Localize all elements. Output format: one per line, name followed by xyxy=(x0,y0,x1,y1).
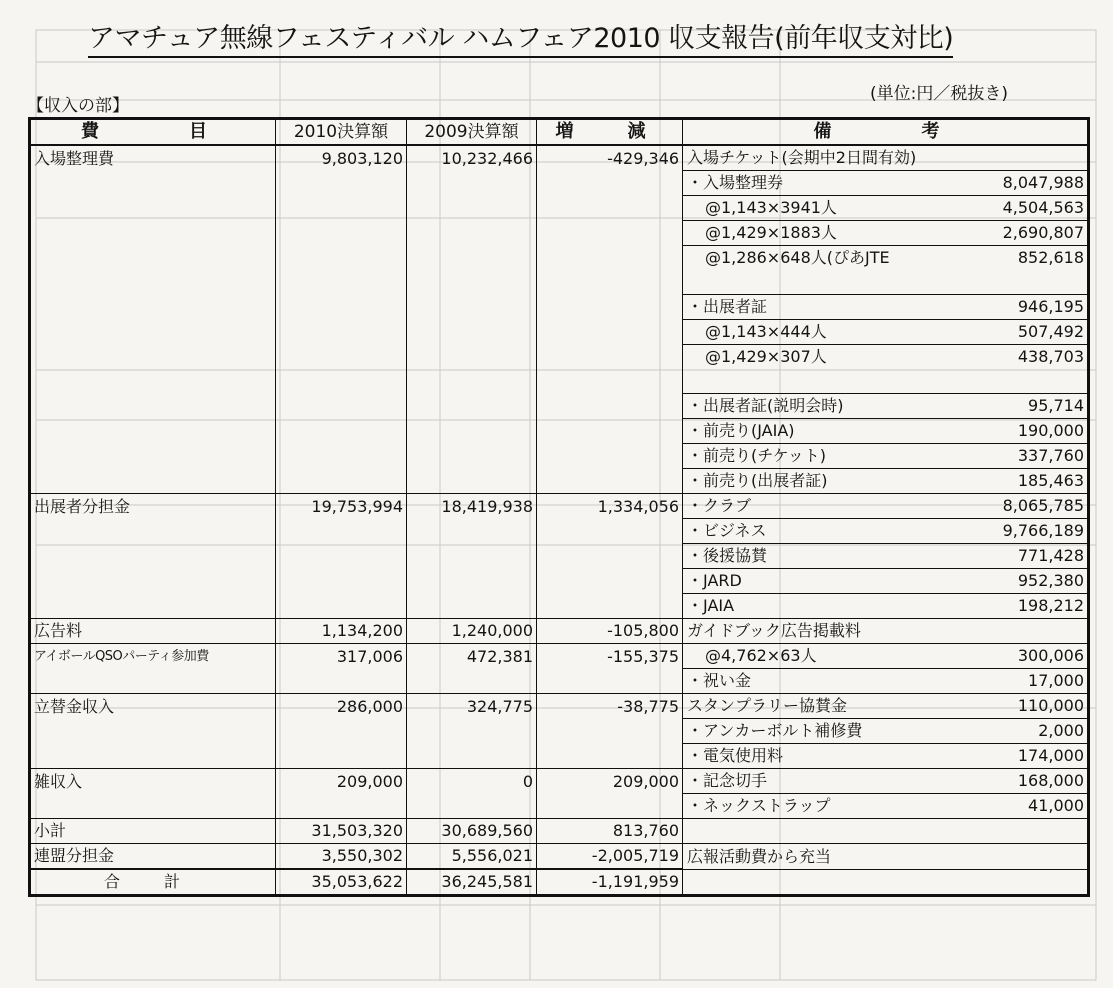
empty-cell xyxy=(407,171,537,196)
note-amount: 952,380 xyxy=(973,569,1089,594)
empty-cell xyxy=(537,196,683,221)
empty-cell xyxy=(30,221,276,246)
note-amount: 771,428 xyxy=(973,544,1089,569)
empty-cell xyxy=(537,469,683,494)
note-text: ・クラブ xyxy=(683,494,973,519)
note-text: @1,286×648人(ぴあJTE xyxy=(705,248,890,267)
table-row xyxy=(30,619,1089,644)
item-name: 小計 xyxy=(30,819,276,844)
item-name: 合 計 xyxy=(30,869,276,896)
amount-2010: 31,503,320 xyxy=(276,819,407,844)
empty-cell xyxy=(30,246,276,271)
empty-cell xyxy=(276,246,407,271)
table-row xyxy=(30,744,1089,769)
amount-diff: -155,375 xyxy=(537,644,683,669)
note-text: ・前売り(JAIA) xyxy=(683,419,973,444)
empty-cell xyxy=(276,320,407,345)
empty-cell xyxy=(407,419,537,444)
note-amount: 337,760 xyxy=(973,444,1089,469)
empty-cell xyxy=(537,295,683,320)
empty-cell xyxy=(30,394,276,419)
table-row xyxy=(30,246,1089,271)
empty-cell xyxy=(407,669,537,694)
empty-cell xyxy=(276,544,407,569)
empty-cell xyxy=(30,419,276,444)
table-row xyxy=(30,719,1089,744)
note-text: @1,143×3941人 xyxy=(683,196,973,221)
table-row xyxy=(30,869,1089,896)
empty-cell xyxy=(276,221,407,246)
note-amount: 438,703 xyxy=(973,345,1089,370)
amount-2009: 5,556,021 xyxy=(407,844,537,870)
table-row xyxy=(30,769,1089,794)
table-row xyxy=(30,694,1089,719)
empty-cell xyxy=(30,794,276,819)
empty-cell xyxy=(407,295,537,320)
table-row xyxy=(30,345,1089,370)
empty-cell xyxy=(276,719,407,744)
empty-cell xyxy=(407,719,537,744)
table-row xyxy=(30,444,1089,469)
empty-cell xyxy=(276,171,407,196)
item-name: アイボールQSOパーティ参加費 xyxy=(30,644,276,669)
amount-2010: 317,006 xyxy=(276,644,407,669)
item-name: 雑収入 xyxy=(30,769,276,794)
amount-diff: 209,000 xyxy=(537,769,683,794)
note-text xyxy=(683,270,973,295)
empty-cell xyxy=(407,544,537,569)
note-text: ・前売り(チケット) xyxy=(683,444,973,469)
note-text xyxy=(683,369,973,394)
note-text: ・電気使用料 xyxy=(683,744,973,769)
empty-cell xyxy=(30,544,276,569)
empty-cell xyxy=(30,719,276,744)
empty-cell xyxy=(407,345,537,370)
table-row xyxy=(30,295,1089,320)
empty-cell xyxy=(537,345,683,370)
table-row xyxy=(30,594,1089,619)
note-amount: 9,766,189 xyxy=(973,519,1089,544)
note-text: スタンプラリー協賛金 xyxy=(683,694,973,719)
note-amount: 95,714 xyxy=(973,394,1089,419)
amount-diff: 1,334,056 xyxy=(537,494,683,519)
amount-diff: 813,760 xyxy=(537,819,683,844)
empty-cell xyxy=(276,519,407,544)
amount-2010: 286,000 xyxy=(276,694,407,719)
amount-diff: -105,800 xyxy=(537,619,683,644)
note-amount xyxy=(973,819,1089,844)
empty-cell xyxy=(407,519,537,544)
table-row xyxy=(30,794,1089,819)
empty-cell xyxy=(30,519,276,544)
note-text: @1,429×1883人 xyxy=(683,221,973,246)
col-header-2009: 2009決算額 xyxy=(407,119,537,146)
empty-cell xyxy=(276,744,407,769)
table-row xyxy=(30,221,1089,246)
empty-cell xyxy=(276,794,407,819)
amount-2010: 9,803,120 xyxy=(276,145,407,171)
table-row xyxy=(30,644,1089,669)
empty-cell xyxy=(407,744,537,769)
amount-2009: 10,232,466 xyxy=(407,145,537,171)
amount-2009: 0 xyxy=(407,769,537,794)
note-text: ・ビジネス xyxy=(683,519,973,544)
empty-cell xyxy=(276,369,407,394)
col-header-notes: 備 考 xyxy=(683,119,1089,146)
col-header-item: 費 目 xyxy=(30,119,276,146)
table-row xyxy=(30,419,1089,444)
col-header-2010: 2010決算額 xyxy=(276,119,407,146)
empty-cell xyxy=(276,444,407,469)
table-row xyxy=(30,171,1089,196)
section-heading: 【収入の部】 xyxy=(27,96,129,116)
amount-2009: 1,240,000 xyxy=(407,619,537,644)
note-amount: 4,504,563 xyxy=(973,196,1089,221)
note-text: ・入場整理券 xyxy=(683,171,973,196)
note-amount: 198,212 xyxy=(973,594,1089,619)
item-name: 出展者分担金 xyxy=(30,494,276,519)
empty-cell xyxy=(537,544,683,569)
empty-cell xyxy=(30,669,276,694)
amount-diff: -2,005,719 xyxy=(537,844,683,870)
empty-cell xyxy=(30,320,276,345)
note-amount: 174,000 xyxy=(973,744,1089,769)
table-row xyxy=(30,469,1089,494)
note-amount: 110,000 xyxy=(973,694,1089,719)
table-row xyxy=(30,369,1089,394)
empty-cell xyxy=(537,719,683,744)
table-row xyxy=(30,819,1089,844)
note-text: ・前売り(出展者証) xyxy=(683,469,973,494)
empty-cell xyxy=(276,469,407,494)
note-text: ・ネックストラップ xyxy=(683,794,973,819)
empty-cell xyxy=(30,569,276,594)
note-amount xyxy=(973,270,1089,295)
empty-cell xyxy=(276,669,407,694)
amount-diff: -429,346 xyxy=(537,145,683,171)
empty-cell xyxy=(30,345,276,370)
amount-2009: 472,381 xyxy=(407,644,537,669)
note-amount: 8,065,785 xyxy=(973,494,1089,519)
note-text: 入場チケット(会期中2日間有効) xyxy=(683,145,973,171)
empty-cell xyxy=(407,469,537,494)
empty-cell xyxy=(276,569,407,594)
empty-cell xyxy=(537,246,683,271)
note-text: ・祝い金 xyxy=(683,669,973,694)
empty-cell xyxy=(407,320,537,345)
empty-cell xyxy=(407,794,537,819)
empty-cell xyxy=(537,419,683,444)
note-text: @1,429×307人 xyxy=(705,347,827,366)
amount-2010: 19,753,994 xyxy=(276,494,407,519)
empty-cell xyxy=(537,270,683,295)
note-amount: 41,000 xyxy=(973,794,1089,819)
col-header-diff: 増 減 xyxy=(537,119,683,146)
table-row xyxy=(30,270,1089,295)
empty-cell xyxy=(407,444,537,469)
note-text: @4,762×63人 xyxy=(683,644,973,669)
empty-cell xyxy=(537,394,683,419)
table-row xyxy=(30,494,1089,519)
empty-cell xyxy=(30,469,276,494)
empty-cell xyxy=(30,295,276,320)
empty-cell xyxy=(276,270,407,295)
amount-diff: -38,775 xyxy=(537,694,683,719)
note-text: ・JARD xyxy=(683,569,973,594)
note-text: 広報活動費から充当 xyxy=(683,844,973,870)
empty-cell xyxy=(30,270,276,295)
income-table-body xyxy=(30,119,1089,896)
empty-cell xyxy=(407,196,537,221)
table-row xyxy=(30,844,1089,870)
empty-cell xyxy=(407,221,537,246)
empty-cell xyxy=(276,295,407,320)
empty-cell xyxy=(30,444,276,469)
table-row xyxy=(30,320,1089,345)
table-row xyxy=(30,569,1089,594)
amount-2010: 35,053,622 xyxy=(276,869,407,896)
amount-2009: 30,689,560 xyxy=(407,819,537,844)
item-name: 連盟分担金 xyxy=(30,844,276,870)
amount-2009: 36,245,581 xyxy=(407,869,537,896)
table-row xyxy=(30,519,1089,544)
amount-2010: 1,134,200 xyxy=(276,619,407,644)
table-row xyxy=(30,669,1089,694)
item-name: 広告料 xyxy=(30,619,276,644)
note-amount xyxy=(973,844,1089,870)
note-text: @1,143×444人 xyxy=(683,320,973,345)
unit-note: (単位:円／税抜き) xyxy=(870,84,1008,104)
empty-cell xyxy=(537,744,683,769)
note-amount: 8,047,988 xyxy=(973,171,1089,196)
note-amount: 2,690,807 xyxy=(973,221,1089,246)
empty-cell xyxy=(30,594,276,619)
note-text: ・出展者証 xyxy=(683,295,973,320)
empty-cell xyxy=(276,196,407,221)
note-amount xyxy=(973,619,1089,644)
note-text xyxy=(683,819,973,844)
empty-cell xyxy=(407,569,537,594)
note-text: ・後援協賛 xyxy=(683,544,973,569)
note-text xyxy=(683,869,973,896)
empty-cell xyxy=(276,394,407,419)
empty-cell xyxy=(537,569,683,594)
report-title: アマチュア無線フェスティバル ハムフェア2010 収支報告(前年収支対比) xyxy=(88,16,953,58)
empty-cell xyxy=(537,369,683,394)
item-name: 立替金収入 xyxy=(30,694,276,719)
empty-cell xyxy=(537,594,683,619)
empty-cell xyxy=(276,594,407,619)
empty-cell xyxy=(407,270,537,295)
amount-2009: 18,419,938 xyxy=(407,494,537,519)
empty-cell xyxy=(537,320,683,345)
item-name: 入場整理費 xyxy=(30,145,276,171)
empty-cell xyxy=(537,221,683,246)
note-text: ・JAIA xyxy=(683,594,973,619)
empty-cell xyxy=(407,369,537,394)
empty-cell xyxy=(30,196,276,221)
empty-cell xyxy=(276,345,407,370)
table-row xyxy=(30,145,1089,171)
amount-2010: 3,550,302 xyxy=(276,844,407,870)
empty-cell xyxy=(407,246,537,271)
empty-cell xyxy=(276,419,407,444)
note-amount: 190,000 xyxy=(973,419,1089,444)
note-amount: 300,006 xyxy=(973,644,1089,669)
amount-diff: -1,191,959 xyxy=(537,869,683,896)
note-amount: 507,492 xyxy=(973,320,1089,345)
empty-cell xyxy=(30,369,276,394)
note-amount xyxy=(973,145,1089,171)
note-amount: 2,000 xyxy=(973,719,1089,744)
empty-cell xyxy=(537,794,683,819)
table-row xyxy=(30,394,1089,419)
note-text: ・記念切手 xyxy=(683,769,973,794)
empty-cell xyxy=(537,444,683,469)
empty-cell xyxy=(30,171,276,196)
amount-2009: 324,775 xyxy=(407,694,537,719)
empty-cell xyxy=(537,171,683,196)
table-header-row xyxy=(30,119,1089,146)
note-amount xyxy=(973,869,1089,896)
note-text: ・出展者証(説明会時) xyxy=(683,394,973,419)
note-amount: 852,618 xyxy=(973,246,1089,271)
note-amount: 185,463 xyxy=(973,469,1089,494)
note-text: ガイドブック広告掲載料 xyxy=(683,619,973,644)
note-amount: 17,000 xyxy=(973,669,1089,694)
amount-2010: 209,000 xyxy=(276,769,407,794)
note-amount xyxy=(973,369,1089,394)
note-amount: 946,195 xyxy=(973,295,1089,320)
table-row xyxy=(30,196,1089,221)
empty-cell xyxy=(407,594,537,619)
empty-cell xyxy=(537,669,683,694)
empty-cell xyxy=(30,744,276,769)
income-table xyxy=(28,117,1090,897)
empty-cell xyxy=(537,519,683,544)
note-text: ・アンカーボルト補修費 xyxy=(683,719,973,744)
table-row xyxy=(30,544,1089,569)
empty-cell xyxy=(407,394,537,419)
note-amount: 168,000 xyxy=(973,769,1089,794)
